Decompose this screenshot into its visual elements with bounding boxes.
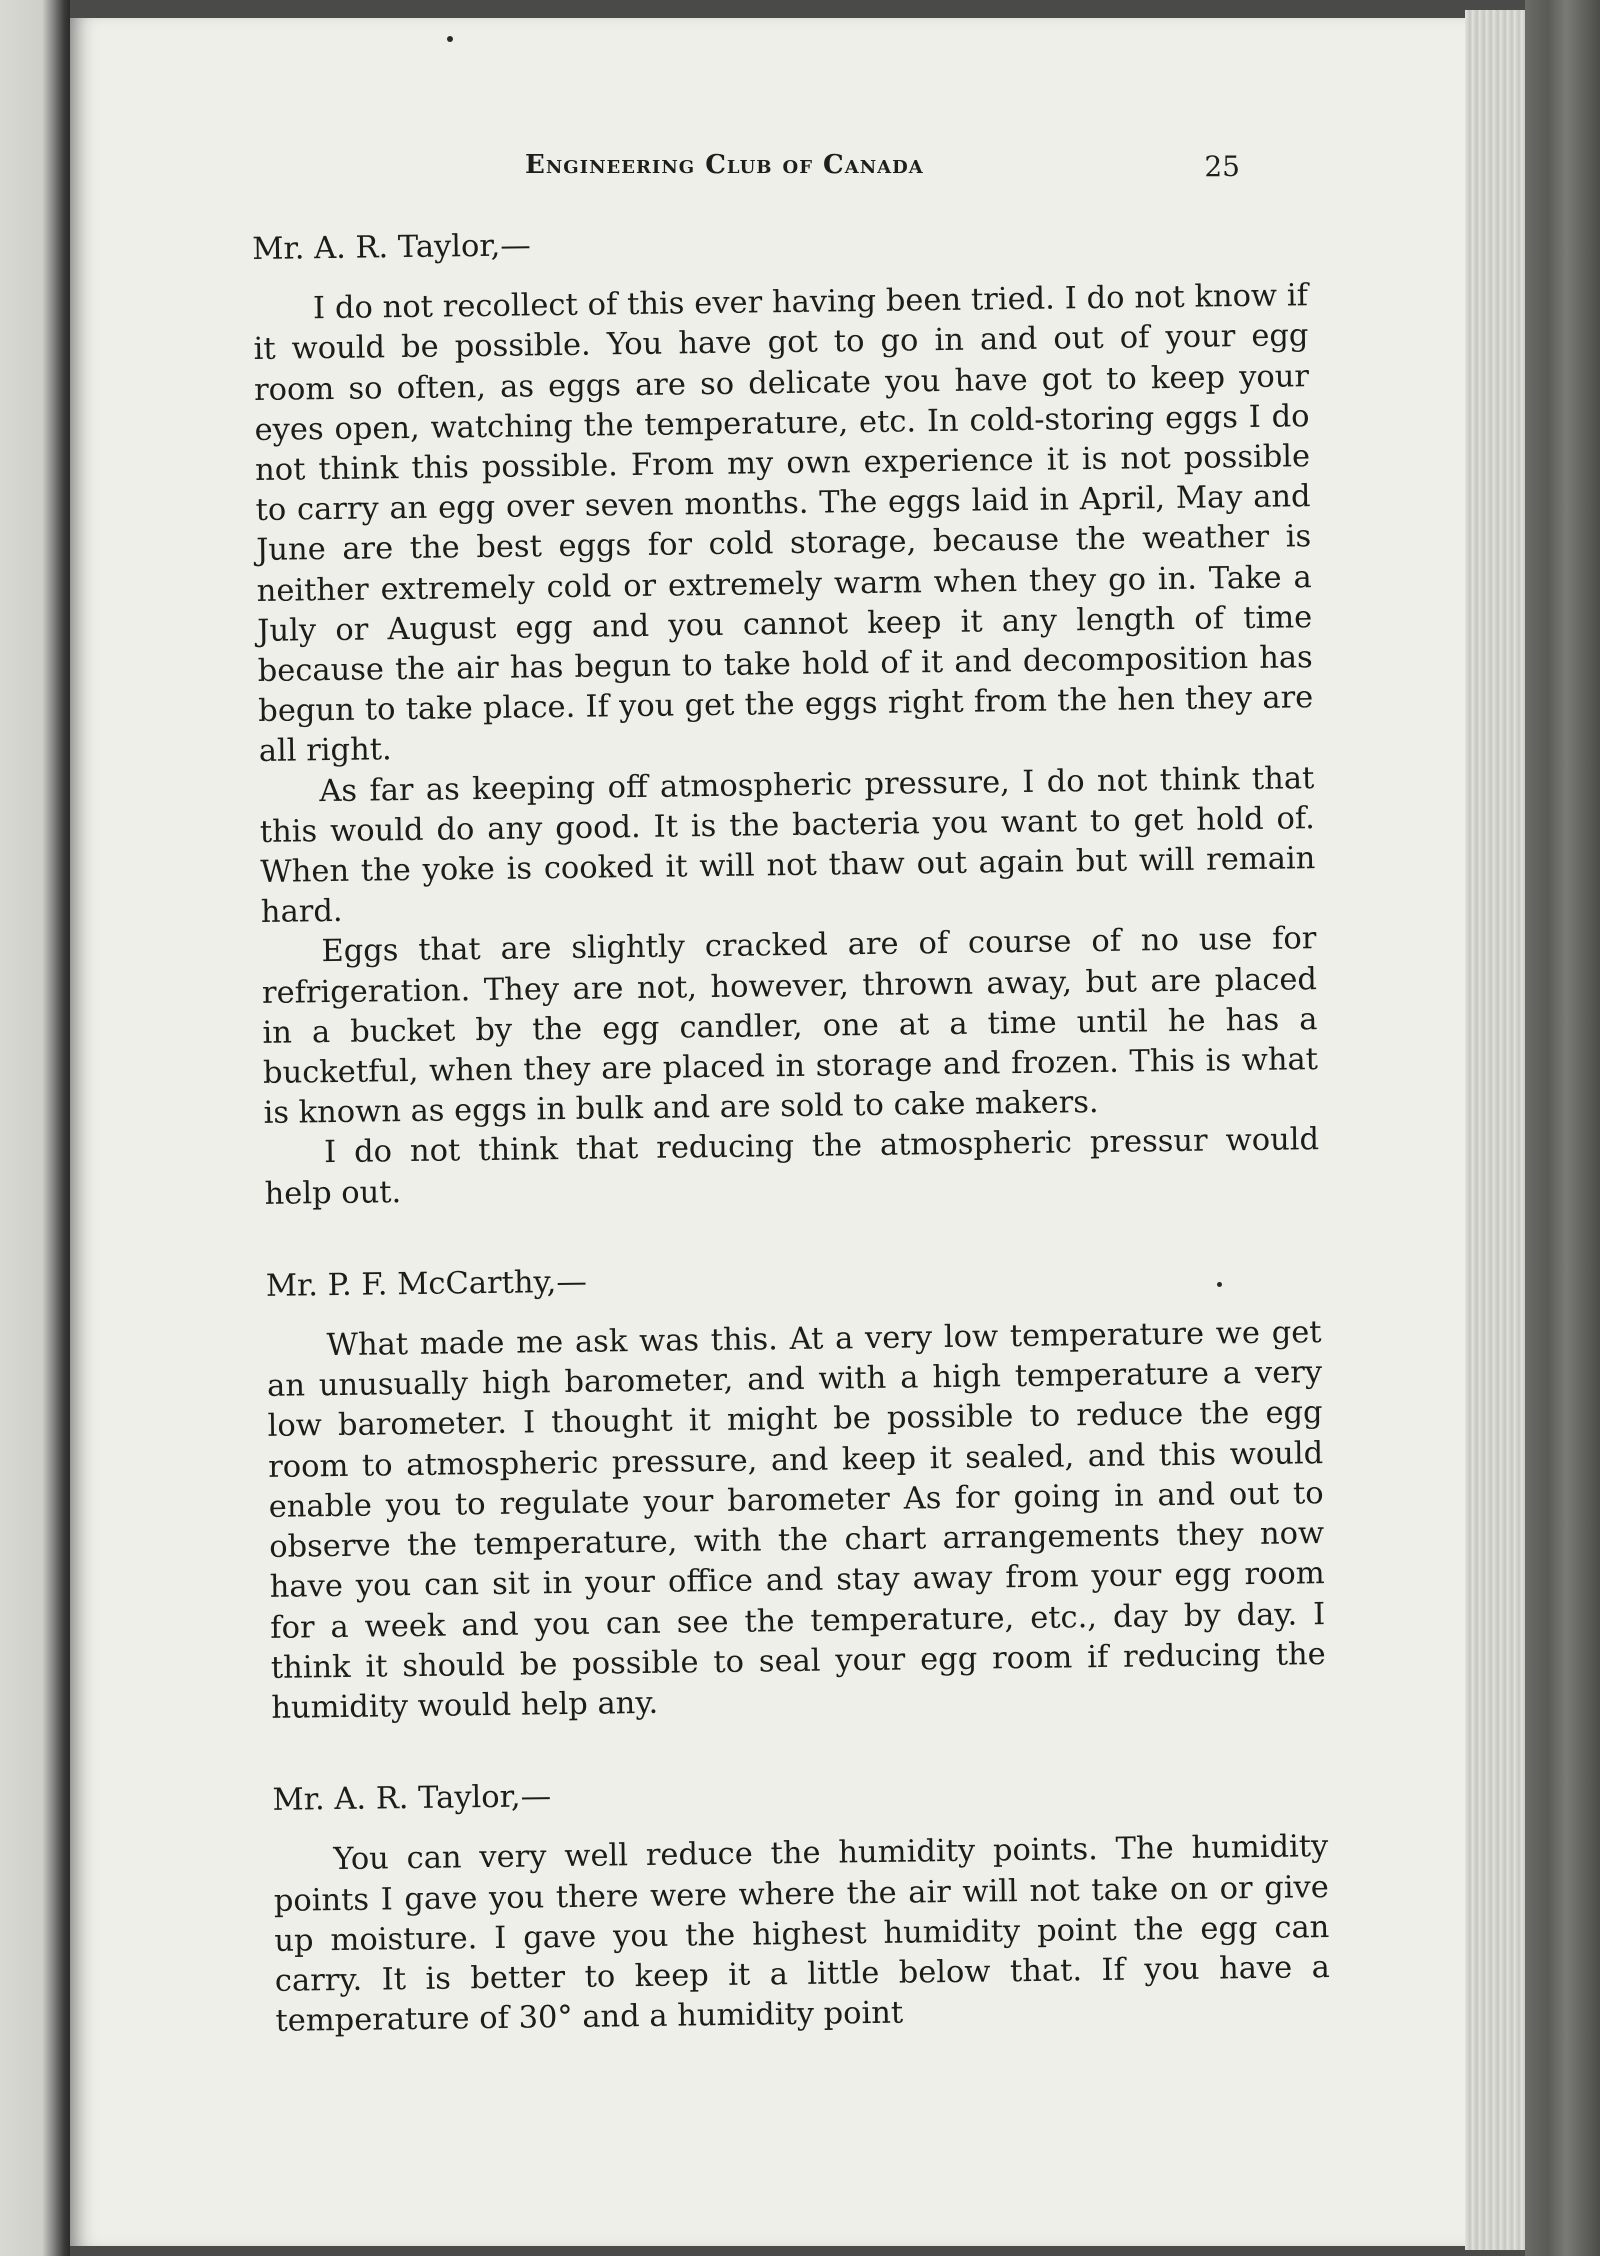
book-cover-right (1525, 0, 1600, 2256)
page-edges (1465, 10, 1525, 2250)
section-taylor-1 (252, 216, 1320, 1215)
page-number: 25 (1204, 150, 1240, 183)
paragraph: I do not recollect of this ever having been tried. I do not know if it would be possible. You have got to go in and out of your egg room so often, as eggs are so delicate you have got to keep your eyes open, watching the temperature, etc. In cold-storing eggs I do not think this possible. From my own experience it is not possible to carry an egg over seven months. The eggs laid in April, May and June are the best eggs for cold storage, because the weather is neither extremely cold or extremely warm when they go in. Take a July or August egg and you cannot keep it any length of time because the air has begun to take hold of it and decomposition has begun to take place. If you get the eggs right from the hen they are all right. (253, 278, 1314, 770)
page-body (252, 216, 1331, 2042)
speaker-name: Mr. A. R. Taylor,— (272, 1779, 552, 1818)
book-spine-left (0, 0, 70, 2256)
paragraph: You can very well reduce the humidity points. The humidity points I gave you there were where the air will not take on or give up moisture. I gave you the highest humidity point the egg can carry. It is better to keep it a little below that. If you have a temperature of 30° and a humidity point (273, 1829, 1331, 2039)
section-mccarthy (266, 1253, 1327, 1729)
paragraph: I do not think that reducing the atmospheric pressur would help out. (264, 1122, 1320, 1212)
section-taylor-2 (272, 1767, 1330, 2042)
ink-speck (447, 36, 453, 42)
paragraph: What made me ask was this. At a very low temperature we get an unusually high barometer, and with a high temperature a very low barometer. I thought it might be possible to reduce the egg room to atmospheric pressure, and keep it sealed, and this would enable you to regulate your barometer As for going in and out to observe the temperature, with the chart arrangements they now have you can sit in your office and stay away from your egg room for a week and you can see the temperature, etc., day by day. I think it should be possible to seal your egg room if reducing the humidity would help any. (266, 1315, 1326, 1726)
paragraph: As far as keeping off atmospheric pressure, I do not think that this would do any good. It is the bacteria you want to get hold of. When the yoke is cooked it will not thaw out again but will remain hard. (259, 760, 1316, 931)
paragraph: Eggs that are slightly cracked are of course of no use for refrigeration. They are not, however, thrown away, but are placed in a bucket by the egg candler, one at a time until he has a bucketful, when they are placed in storage and frozen. This is what is known as eggs in bulk and are sold to cake makers. (261, 921, 1319, 1132)
speaker-name: Mr. A. R. Taylor,— (252, 228, 532, 267)
running-title: Engineering Club of Canada (525, 150, 924, 180)
speaker-name: Mr. P. F. McCarthy,— (265, 1264, 588, 1304)
